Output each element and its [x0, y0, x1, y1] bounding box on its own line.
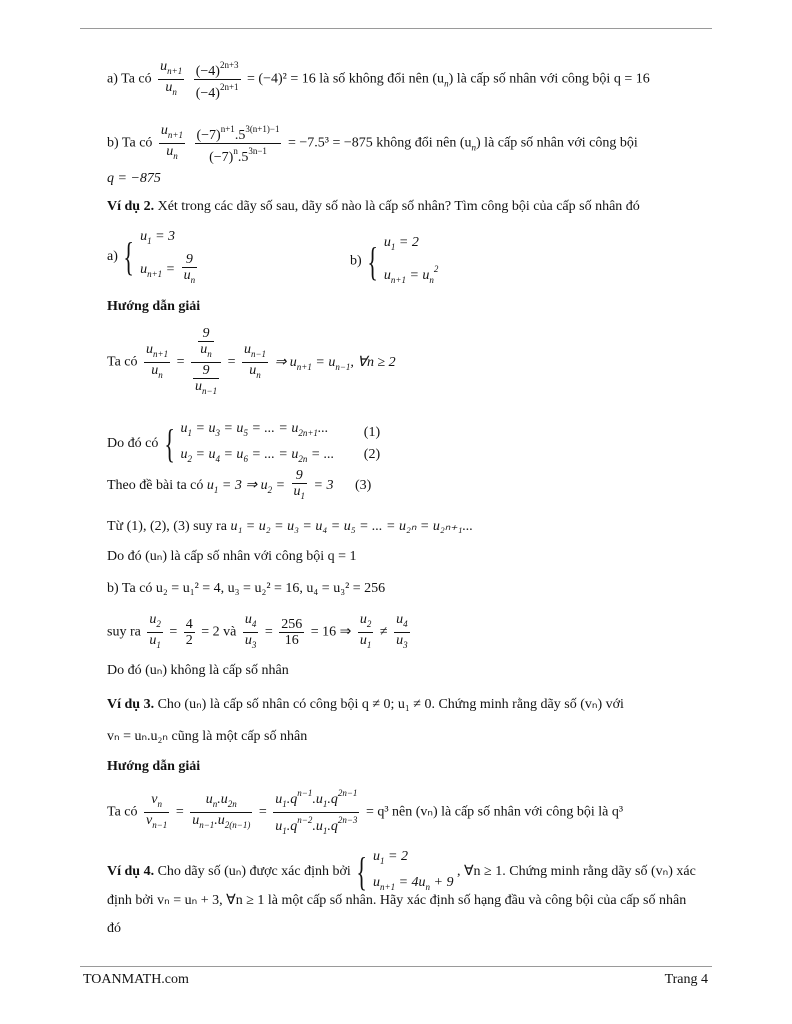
example4-text-b: , ∀n ≥ 1. Chứng minh rằng dãy số (vₙ) xác: [456, 864, 696, 880]
g2-eq3: (3): [355, 478, 372, 494]
example2-text: Xét trong các dãy số sau, dãy số nào là cấp số nhân? Tìm công bội của cấp số nhân đó: [157, 199, 640, 214]
header-rule: [80, 28, 712, 29]
g2-conclude-a: Do đó (uₙ) là cấp số nhân với công bội q = 1: [107, 549, 357, 564]
g2-b-line: b) Ta có u₂ = u₁² = 4, u₃ = u₂² = 16, u₄ = u₃² = 256: [107, 581, 386, 596]
example4-title: Ví dụ 4.: [107, 864, 155, 880]
part-a-result: = (−4)² = 16: [247, 71, 316, 87]
example2-title: Ví dụ 2.: [107, 199, 155, 214]
g2-ta-co: Ta có: [107, 354, 138, 370]
part-a-suffix2: ) là cấp số nhân với công bội q = 16: [448, 71, 650, 87]
guide-title-2: Hướng dẫn giải: [107, 759, 201, 774]
g2-suy-ra: suy ra: [107, 624, 141, 640]
g2-conclude-b: Do đó (uₙ) không là cấp số nhân: [107, 663, 289, 678]
guide-title-1: Hướng dẫn giải: [107, 299, 201, 314]
example3-line: [107, 696, 705, 714]
g2-chain: u₁ = u₂ = u₃ = u₄ = u₅ = ... = u₂ₙ = u₂ₙ₊₁...: [230, 519, 474, 534]
footer-site: TOANMATH.com: [83, 972, 189, 987]
example3-solution: Ta có $\frac{v_n}{v_{n-1}}$ = $\frac{u_n.u_{2n}}{u_{n-1}.u_{2(n-1)}}$ = $\frac{u_1.q^{n-1}.u_1.q^{2n-1}}{u_1.q^{n-2}.u_1.q^{2n-3}}$ = q³ nên (vₙ) là cấp số nhân với công bội là q³: [107, 788, 624, 836]
example3-solution-prefix: Ta có: [107, 804, 138, 820]
example3-title: Ví dụ 3.: [107, 697, 155, 712]
footer-rule: [80, 966, 712, 967]
g2-va: và: [223, 624, 237, 640]
example2-a-system: a) { $u_1 = 3$ $u_{n+1}$ = $\frac{9}{u_n}$: [107, 229, 196, 285]
g2-theo-de-line: Theo đề bài ta có $u_1 = 3$ ⇒ $u_2$ = $\frac{9}{u_1}$ = 3 (3): [107, 468, 372, 501]
example2-b-system: b) { $u_1 = 2$ $u_{n+1} = u_n^2$: [350, 235, 439, 285]
g2-eq1: (1): [363, 425, 381, 440]
part-a-suffix: là số không đổi nên (u: [319, 71, 445, 87]
g2-ratio-line: Ta có $\frac{u_{n+1}}{u_n}$ = $\frac{\frac{9}{u_n}}{\frac{9}{u_{n-1}}}$ = $\frac{u_{n-1}}{u_n}$ ⇒ $u_{n+1} = u_{n-1}$, ∀n ≥ 2: [107, 326, 396, 396]
g2-tu-line: [107, 518, 473, 536]
g2-suy-ra-line: suy ra $\frac{u_2}{u_1}$ = $\frac{4}{2}$ = 2 và $\frac{u_4}{u_3}$ = $\frac{256}{16}$ = 16 ⇒ $\frac{u_2}{u_1}$ ≠ $\frac{u_4}{u_3}$: [107, 612, 408, 650]
example3-text2: vₙ = uₙ.u₂ₙ cũng là một cấp số nhân: [107, 729, 308, 744]
ratio-fraction-b: $\frac{u_{n+1}}{u_n}$: [160, 123, 183, 161]
example3-solution-suffix: = q³ nên (vₙ) là cấp số nhân với công bội là q³: [365, 804, 624, 820]
example4-text2: định bởi vₙ = uₙ + 3, ∀n ≥ 1 là một cấp số nhân. Hãy xác định số hạng đầu và công bội của cấp số nhân: [107, 893, 687, 908]
g2-do-do-co: Do đó có: [107, 436, 159, 451]
example4-text-a: Cho dãy số (uₙ) được xác định bởi: [157, 864, 351, 880]
example3-text: Cho (uₙ) là cấp số nhân có công bội q ≠ 0; u₁ ≠ 0. Chứng minh rằng dãy số (vₙ) với: [157, 697, 624, 712]
example2-a-label: a): [107, 249, 118, 265]
power-fraction-b: $\frac{(-7)^{n+1}.5^{3(n+1)-1}}{(-7)^n.5^{3n-1}}$: [196, 124, 280, 165]
part-b-suffix2: ) là cấp số nhân với công bội: [476, 135, 638, 151]
footer-page-number: Trang 4: [664, 972, 708, 987]
part-a-line: a) Ta có $\frac{u_{n+1}}{u_n}$ $\frac{(-4)^{2n+3}}{(-4)^{2n+1}}$ = (−4)² = 16 là số không đổi nên $(u_n)$ là cấp số nhân với công bội q = 16: [107, 59, 650, 101]
part-b-q-line: q = −875: [107, 171, 161, 186]
example2-line: [107, 198, 640, 216]
part-b-suffix: không đổi nên (u: [376, 135, 472, 151]
example4-text3: đó: [107, 921, 121, 936]
power-fraction: $\frac{(-4)^{2n+3}}{(-4)^{2n+1}}$: [195, 60, 239, 101]
g2-theo-de: Theo đề bài ta có: [107, 478, 204, 494]
part-b-line: b) Ta có $\frac{u_{n+1}}{u_n}$ $\frac{(-7)^{n+1}.5^{3(n+1)-1}}{(-7)^n.5^{3n-1}}$ = −7.5³ = −875 không đổi nên $(u_n)$ là cấp số nhân với công bội: [107, 123, 638, 165]
example4-line: Ví dụ 4. Cho dãy số (uₙ) được xác định bởi { $u_1 = 2$ $u_{n+1} = 4u_n + 9$ , ∀n ≥ 1. Chứng minh rằng dãy số (vₙ) xác: [107, 849, 696, 894]
ratio-fraction: $\frac{u_{n+1}}{u_n}$: [160, 59, 183, 97]
g2-system-line: Do đó có { $u_1 = u_3 = u_5$ = ... = $u_{2n+1}$... $u_2 = u_4 = u_6$ = ... = $u_{2n}$ = ... (1) (2): [107, 421, 381, 466]
part-b-result: = −7.5³ = −875: [287, 135, 373, 151]
g2-eq2: (2): [363, 447, 381, 462]
g2-tu: Từ (1), (2), (3) suy ra: [107, 519, 227, 534]
example2-b-label: b): [350, 253, 362, 269]
part-a-prefix: a) Ta có: [107, 71, 152, 87]
part-b-prefix: b) Ta có: [107, 135, 153, 151]
